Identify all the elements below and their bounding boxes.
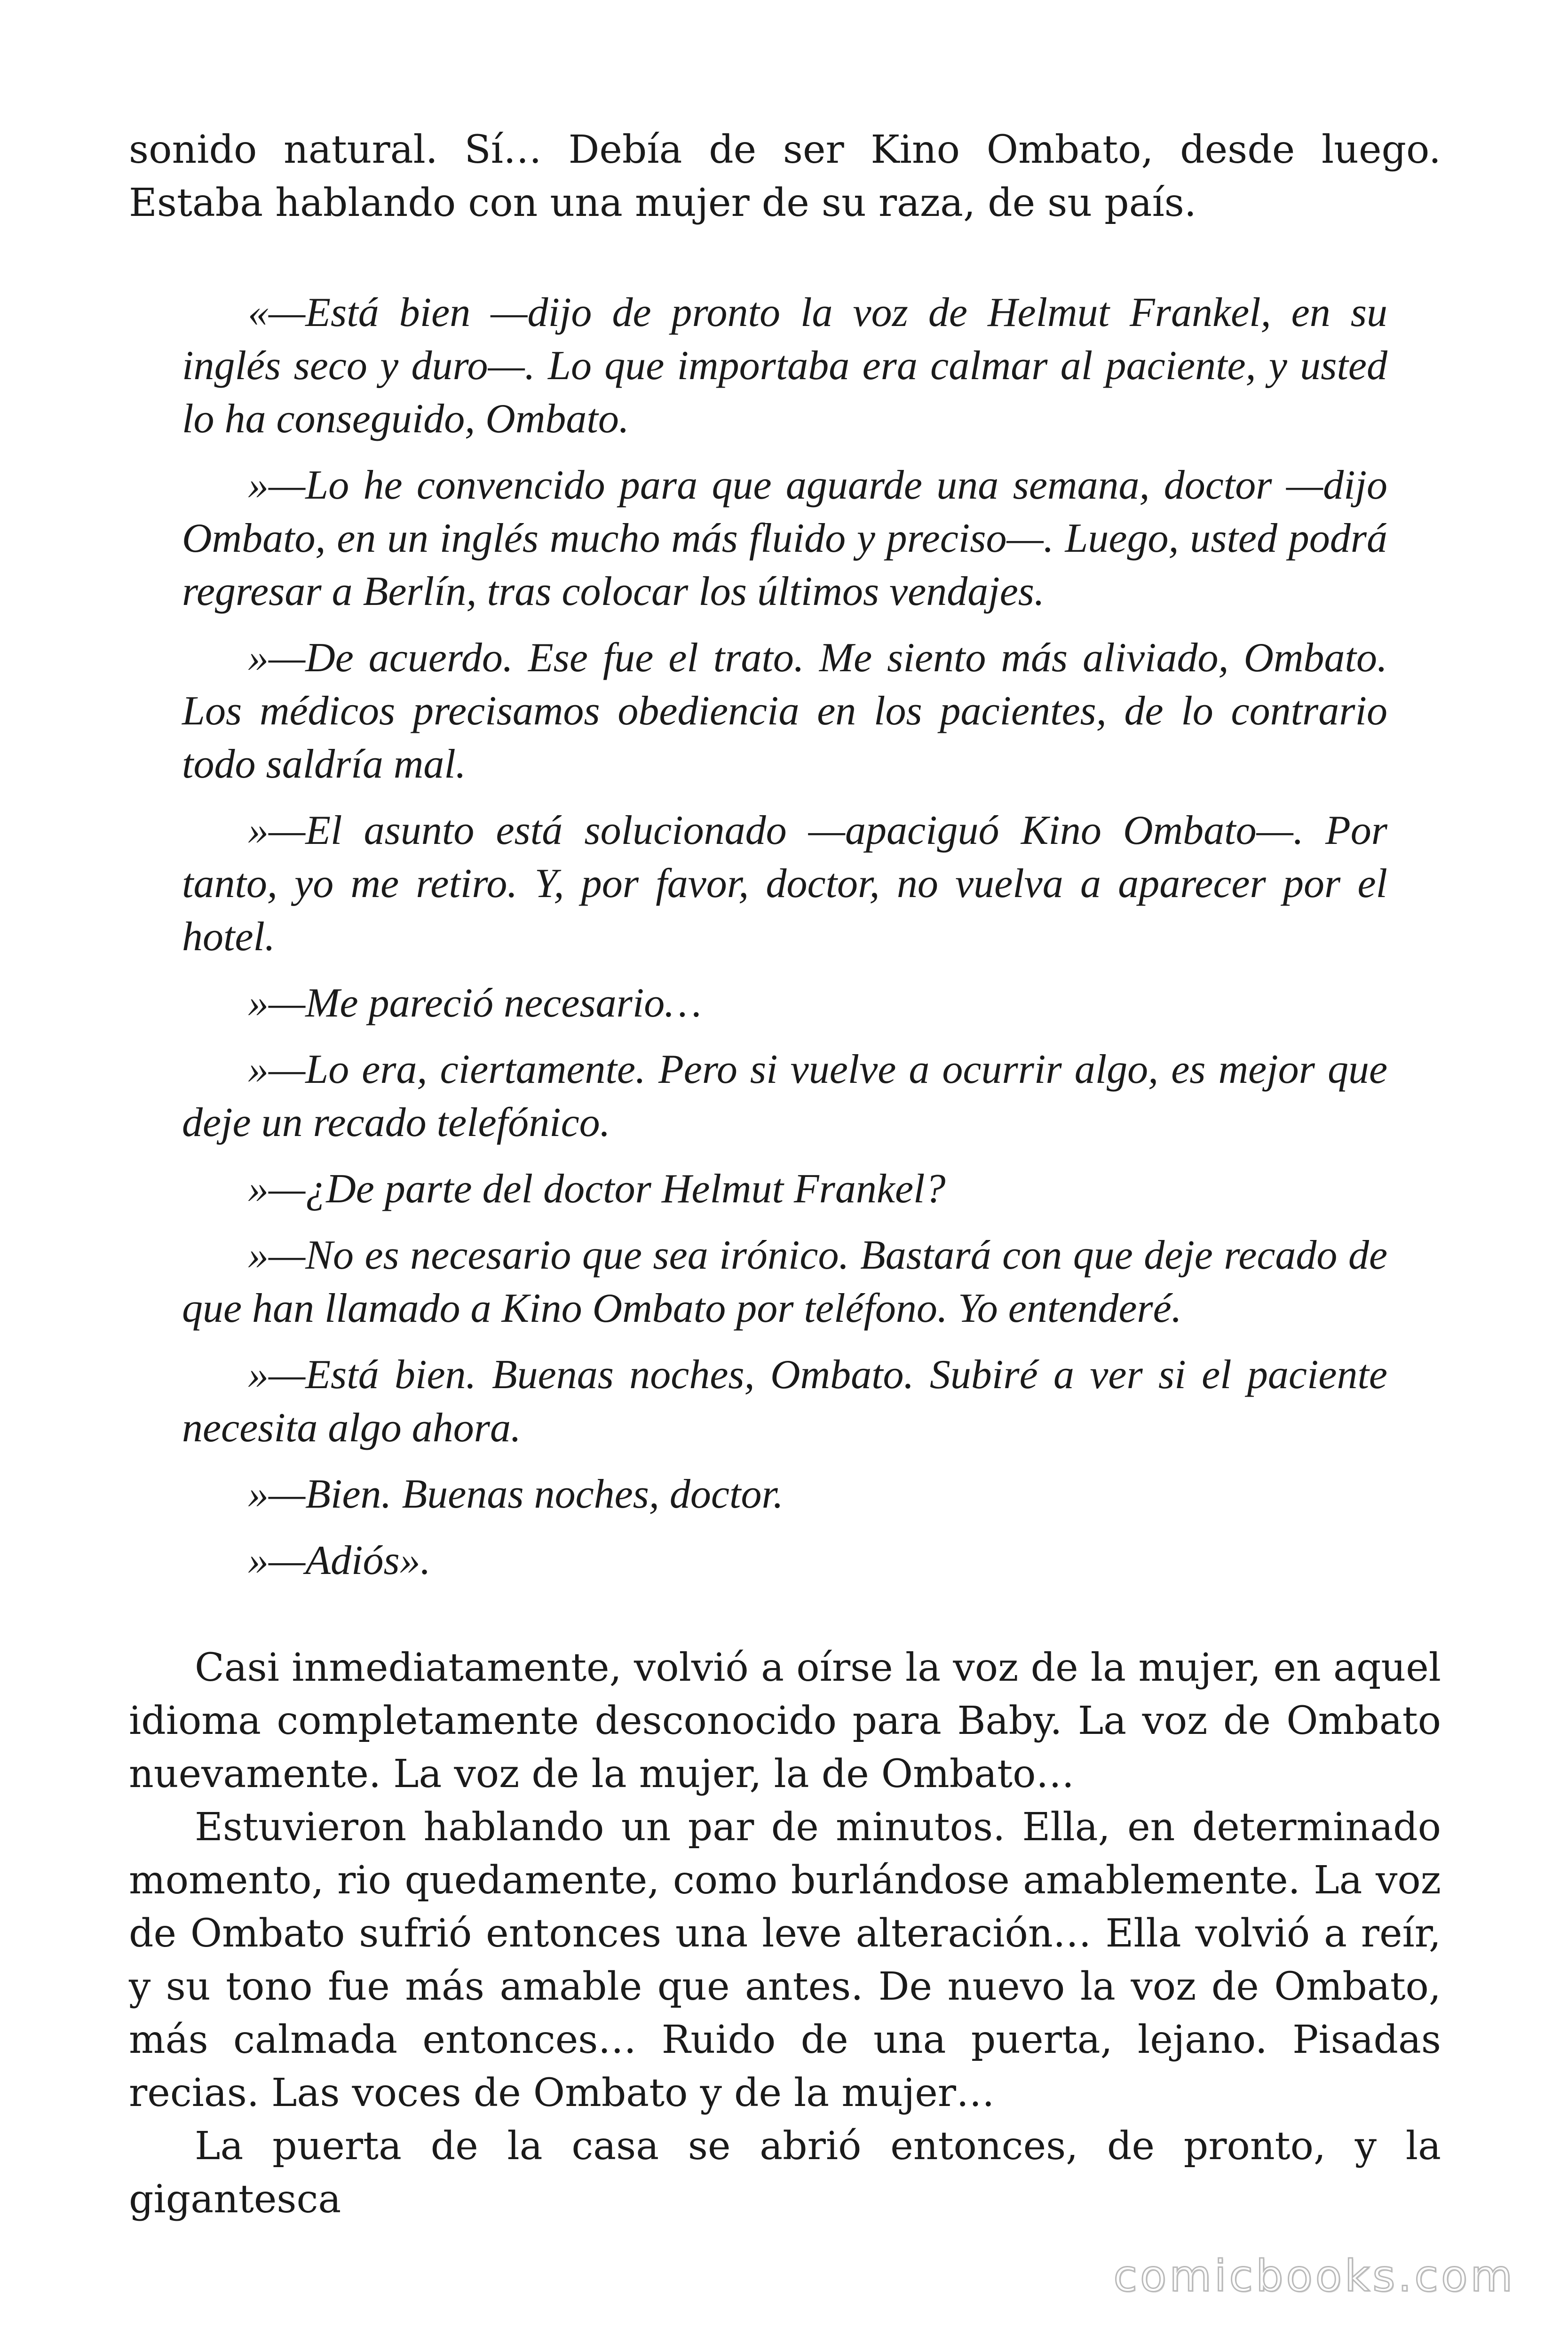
quote-line: »—Adiós». (248, 1538, 431, 1583)
closing-paragraph: La puerta de la casa se abrió entonces, de pronto, y la gigantesca (129, 2124, 1441, 2222)
quoted-conversation (182, 286, 1387, 1587)
quote-line: »—De acuerdo. Ese fue el trato. Me siento más aliviado, Ombato. Los médicos precisamos obediencia en los pacientes, de lo contrario todo saldría mal. (182, 635, 1387, 787)
watermark: comicbooks.com (1113, 2251, 1515, 2301)
opening-paragraph: sonido natural. Sí… Debía de ser Kino Ombato, desde luego. Estaba hablando con una mujer de su raza, de su país. (129, 127, 1441, 225)
closing-paragraph: Estuvieron hablando un par de minutos. Ella, en determinado momento, rio quedamente, como burlándose amablemente. La voz de Ombato sufrió entonces una leve alteración… Ella volvió a reír, y su tono fue más amable que antes. De nuevo la voz de Ombato, más calmada entonces… Ruido de una puerta, lejano. Pisadas recias. Las voces de Ombato y de la mujer… (129, 1805, 1441, 2115)
quote-line: »—El asunto está solucionado —apaciguó Kino Ombato—. Por tanto, yo me retiro. Y, por favor, doctor, no vuelva a aparecer por el hotel. (182, 808, 1387, 960)
quote-line: »—Lo he convencido para que aguarde una semana, doctor —dijo Ombato, en un inglés mucho más fluido y preciso—. Luego, usted podrá regresar a Berlín, tras colocar los últimos vendajes. (182, 462, 1387, 614)
page-body (129, 123, 1441, 2226)
quote-line: »—Lo era, ciertamente. Pero si vuelve a ocurrir algo, es mejor que deje un recado telefónico. (182, 1047, 1387, 1145)
closing-paragraph: Casi inmediatamente, volvió a oírse la voz de la mujer, en aquel idioma completamente desconocido para Baby. La voz de Ombato nuevamente. La voz de la mujer, la de Ombato… (129, 1645, 1441, 1796)
quote-line: »—Está bien. Buenas noches, Ombato. Subiré a ver si el paciente necesita algo ahora. (182, 1352, 1387, 1451)
quote-line: «—Está bien —dijo de pronto la voz de Helmut Frankel, en su inglés seco y duro—. Lo que importaba era calmar al paciente, y usted lo ha conseguido, Ombato. (182, 290, 1387, 442)
quote-line: »—No es necesario que sea irónico. Bastará con que deje recado de que han llamado a Kino Ombato por teléfono. Yo entenderé. (182, 1232, 1387, 1331)
quote-line: »—Me pareció necesario… (248, 980, 702, 1026)
quote-line: »—Bien. Buenas noches, doctor. (248, 1471, 784, 1517)
quote-line: »—¿De parte del doctor Helmut Frankel? (248, 1166, 946, 1212)
